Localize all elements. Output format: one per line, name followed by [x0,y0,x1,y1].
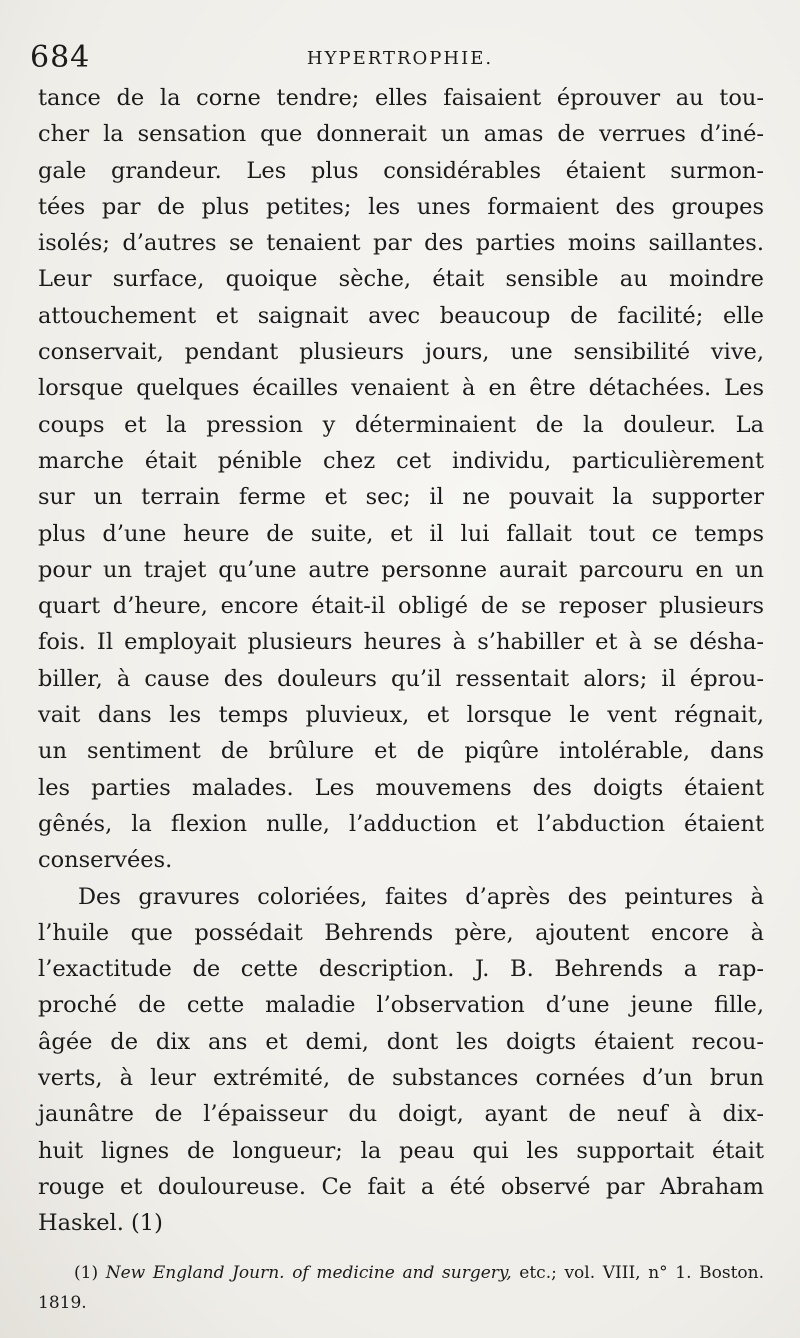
text-line: cher la sensation que donnerait un amas de verrues d’iné- [38,121,764,148]
text-line: quart d’heure, encore était-il obligé de se reposer plusieurs [38,593,764,620]
paragraph-end-line: Haskel. (1) [38,1210,163,1237]
text-line: verts, à leur extrémité, de substances cornées d’un brun [38,1065,764,1092]
text-line: rouge et douloureuse. Ce fait a été observé par Abraham [38,1173,764,1200]
text-line: âgée de dix ans et demi, dont les doigts étaient recou- [38,1028,764,1055]
paragraph-start-line: Des gravures coloriées, faites d’après des peintures à [78,883,764,910]
body-text [38,80,764,1242]
page-number: 684 [30,40,91,75]
text-line: conservait, pendant plusieurs jours, une sensibilité vive, [38,339,764,366]
text-line: pour un trajet qu’une autre personne aurait parcouru en un [38,556,764,583]
text-line: marche était pénible chez cet individu, particulièrement [38,447,764,474]
text-line: plus d’une heure de suite, et il lui fallait tout ce temps [38,520,764,547]
text-line: isolés; d’autres se tenaient par des parties moins saillantes. [38,230,764,257]
footnote-line [38,1258,764,1288]
text-line: sur un terrain ferme et sec; il ne pouvait la supporter [38,484,764,511]
text-line: biller, à cause des douleurs qu’il ressentait alors; il éprou- [38,665,764,692]
text-line: fois. Il employait plusieurs heures à s’habiller et à se désha- [38,629,764,656]
text-line: tées par de plus petites; les unes formaient des groupes [38,193,764,220]
footnote-year: 1819. [38,1293,87,1313]
text-line: un sentiment de brûlure et de piqûre intolérable, dans [38,738,764,765]
footnote-marker: (1) [74,1263,99,1283]
text-line: coups et la pression y déterminaient de la douleur. La [38,411,764,438]
text-line: lorsque quelques écailles venaient à en être détachées. Les [38,375,764,402]
text-line: l’exactitude de cette description. J. B. Behrends a rap- [38,956,764,983]
text-line: les parties malades. Les mouvemens des doigts étaient [38,774,764,801]
text-line: jaunâtre de l’épaisseur du doigt, ayant de neuf à dix- [38,1101,764,1128]
text-line: tance de la corne tendre; elles faisaient éprouver au tou- [38,85,764,111]
running-head: HYPERTROPHIE. [306,48,494,69]
text-line: vait dans les temps pluvieux, et lorsque le vent régnait, [38,702,764,729]
text-line: gale grandeur. Les plus considérables étaient surmon- [38,157,764,184]
footnote-journal: New England Journ. of medicine and surgery, [105,1263,512,1283]
text-line: gênés, la flexion nulle, l’adduction et l’abduction étaient [38,810,764,837]
footnote [38,1258,764,1318]
paragraph-end-line: conservées. [38,847,173,874]
text-line: Leur surface, quoique sèche, était sensible au moindre [38,266,764,293]
text-line: l’huile que possédait Behrends père, ajoutent encore à [38,919,764,946]
footnote-details: etc.; vol. VIII, n° 1. Boston. [519,1263,764,1283]
page-header [30,40,770,80]
text-line: attouchement et saignait avec beaucoup de facilité; elle [38,302,764,329]
text-line: huit lignes de longueur; la peau qui les supportait était [38,1137,764,1164]
text-line: proché de cette maladie l’observation d’une jeune fille, [38,992,764,1019]
